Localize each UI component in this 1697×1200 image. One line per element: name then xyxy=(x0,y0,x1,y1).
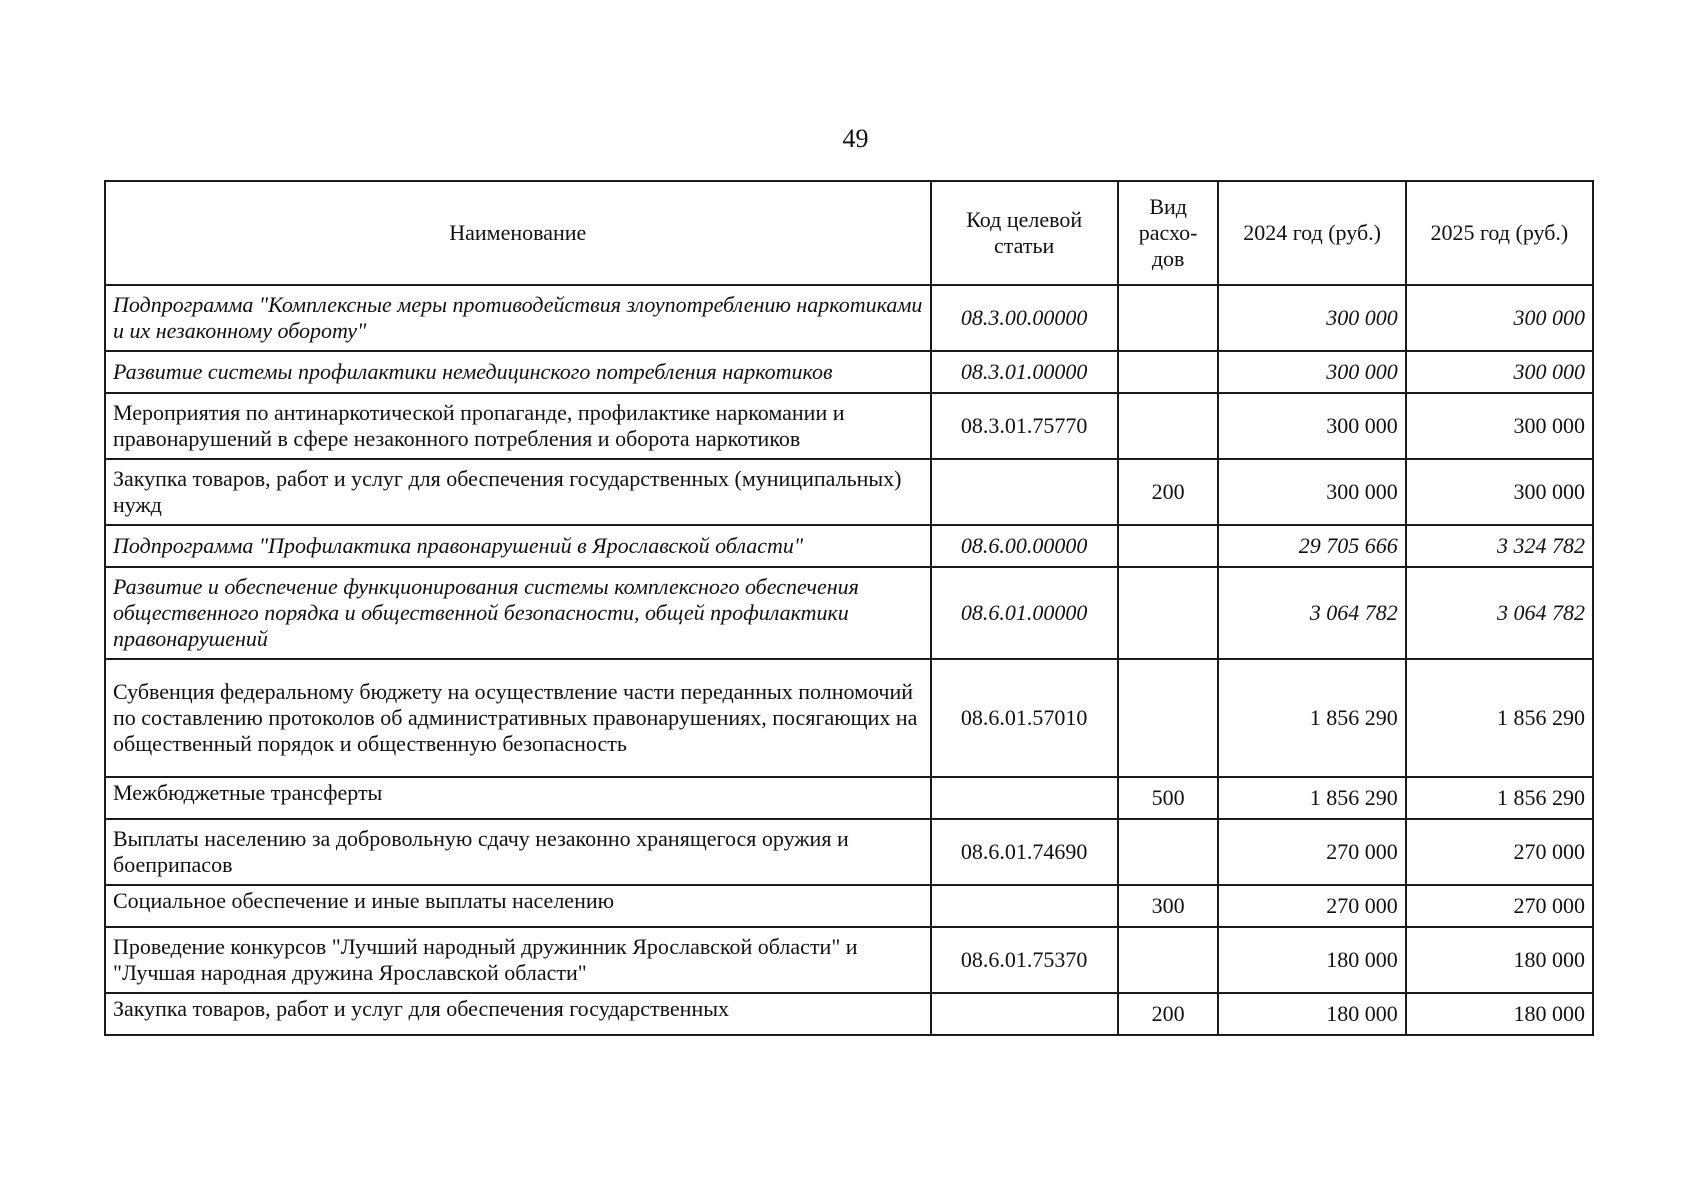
table-row xyxy=(105,885,1593,927)
cell-amount-2025: 300 000 xyxy=(1406,459,1593,525)
table-row xyxy=(105,351,1593,393)
cell-amount-2024: 300 000 xyxy=(1218,285,1405,351)
header-name: Наименование xyxy=(105,181,931,285)
cell-amount-2024: 3 064 782 xyxy=(1218,567,1405,659)
cell-code xyxy=(931,993,1118,1035)
cell-name: Межбюджетные трансферты xyxy=(105,777,931,819)
cell-expense-type xyxy=(1118,351,1219,393)
cell-amount-2025: 180 000 xyxy=(1406,993,1593,1035)
table-row xyxy=(105,777,1593,819)
cell-name: Субвенция федеральному бюджету на осуществление части переданных полномочий по составлению протоколов об административных правонарушениях, посягающих на общественный порядок и общественную безопасность xyxy=(105,659,931,777)
cell-amount-2024: 270 000 xyxy=(1218,885,1405,927)
header-expense-type: Вид расхо-дов xyxy=(1118,181,1219,285)
cell-amount-2025: 3 064 782 xyxy=(1406,567,1593,659)
cell-amount-2024: 300 000 xyxy=(1218,351,1405,393)
cell-code: 08.3.01.00000 xyxy=(931,351,1118,393)
cell-amount-2025: 1 856 290 xyxy=(1406,659,1593,777)
cell-name: Подпрограмма "Профилактика правонарушений в Ярославской области" xyxy=(105,525,931,567)
cell-name: Социальное обеспечение и иные выплаты населению xyxy=(105,885,931,927)
cell-expense-type xyxy=(1118,819,1219,885)
cell-amount-2024: 300 000 xyxy=(1218,393,1405,459)
table-row xyxy=(105,393,1593,459)
cell-code: 08.6.01.74690 xyxy=(931,819,1118,885)
cell-name: Закупка товаров, работ и услуг для обеспечения государственных xyxy=(105,993,931,1035)
cell-expense-type: 300 xyxy=(1118,885,1219,927)
cell-amount-2025: 270 000 xyxy=(1406,819,1593,885)
cell-amount-2025: 300 000 xyxy=(1406,351,1593,393)
cell-expense-type: 200 xyxy=(1118,459,1219,525)
cell-amount-2025: 180 000 xyxy=(1406,927,1593,993)
cell-expense-type xyxy=(1118,927,1219,993)
cell-amount-2024: 1 856 290 xyxy=(1218,777,1405,819)
cell-amount-2025: 3 324 782 xyxy=(1406,525,1593,567)
table-row xyxy=(105,659,1593,777)
cell-code: 08.3.01.75770 xyxy=(931,393,1118,459)
cell-expense-type: 500 xyxy=(1118,777,1219,819)
cell-amount-2025: 270 000 xyxy=(1406,885,1593,927)
table-row xyxy=(105,927,1593,993)
cell-name: Подпрограмма "Комплексные меры противодействия злоупотреблению наркотиками и их незаконному обороту" xyxy=(105,285,931,351)
table-body xyxy=(105,285,1593,1035)
cell-name: Мероприятия по антинаркотической пропаганде, профилактике наркомании и правонарушений в сфере незаконного потребления и оборота наркотиков xyxy=(105,393,931,459)
cell-amount-2024: 180 000 xyxy=(1218,993,1405,1035)
cell-code xyxy=(931,885,1118,927)
cell-expense-type xyxy=(1118,285,1219,351)
cell-name: Закупка товаров, работ и услуг для обеспечения государственных (муниципальных) нужд xyxy=(105,459,931,525)
cell-amount-2024: 270 000 xyxy=(1218,819,1405,885)
cell-amount-2024: 1 856 290 xyxy=(1218,659,1405,777)
cell-amount-2025: 300 000 xyxy=(1406,285,1593,351)
cell-code: 08.6.00.00000 xyxy=(931,525,1118,567)
cell-name: Развитие и обеспечение функционирования системы комплексного обеспечения общественного порядка и общественной безопасности, общей профилактики правонарушений xyxy=(105,567,931,659)
table-header-row xyxy=(105,181,1593,285)
header-2024: 2024 год (руб.) xyxy=(1218,181,1405,285)
cell-expense-type xyxy=(1118,393,1219,459)
cell-amount-2024: 180 000 xyxy=(1218,927,1405,993)
cell-code: 08.3.00.00000 xyxy=(931,285,1118,351)
header-2025: 2025 год (руб.) xyxy=(1406,181,1593,285)
table-row xyxy=(105,459,1593,525)
cell-amount-2025: 300 000 xyxy=(1406,393,1593,459)
cell-expense-type xyxy=(1118,567,1219,659)
budget-table xyxy=(104,180,1594,1036)
cell-name: Развитие системы профилактики немедицинского потребления наркотиков xyxy=(105,351,931,393)
cell-amount-2024: 300 000 xyxy=(1218,459,1405,525)
cell-expense-type xyxy=(1118,525,1219,567)
page-number: 49 xyxy=(842,124,869,153)
table-row xyxy=(105,993,1593,1035)
cell-code: 08.6.01.75370 xyxy=(931,927,1118,993)
table-row xyxy=(105,285,1593,351)
cell-expense-type: 200 xyxy=(1118,993,1219,1035)
table-row xyxy=(105,819,1593,885)
table-row xyxy=(105,525,1593,567)
cell-code: 08.6.01.00000 xyxy=(931,567,1118,659)
cell-amount-2025: 1 856 290 xyxy=(1406,777,1593,819)
cell-expense-type xyxy=(1118,659,1219,777)
cell-code xyxy=(931,777,1118,819)
cell-code: 08.6.01.57010 xyxy=(931,659,1118,777)
cell-amount-2024: 29 705 666 xyxy=(1218,525,1405,567)
table-row xyxy=(105,567,1593,659)
cell-code xyxy=(931,459,1118,525)
cell-name: Проведение конкурсов "Лучший народный дружинник Ярославской области" и "Лучшая народная дружина Ярославской области" xyxy=(105,927,931,993)
header-code: Код целевой статьи xyxy=(931,181,1118,285)
cell-name: Выплаты населению за добровольную сдачу незаконно хранящегося оружия и боеприпасов xyxy=(105,819,931,885)
